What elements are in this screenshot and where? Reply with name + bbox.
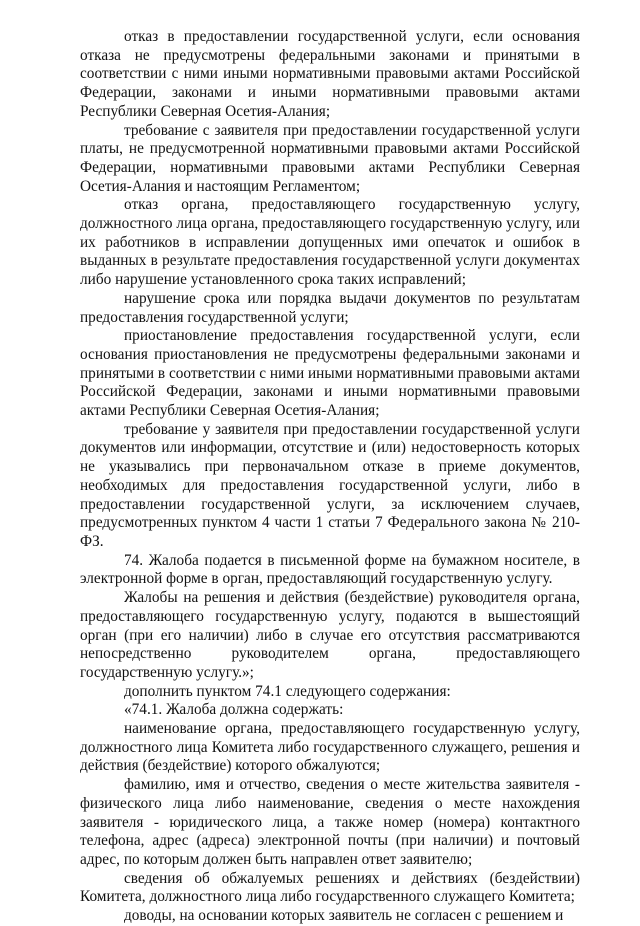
paragraph-7: 74. Жалоба подается в письменной форме на бумажном носителе, в электронной форме в орган, предоставляющий государственную услугу. (80, 551, 580, 588)
paragraph-4: нарушение срока или порядка выдачи документов по результатам предоставления государственной услуги; (80, 289, 580, 326)
paragraph-12: фамилию, имя и отчество, сведения о месте жительства заявителя - физического лица либо наименование, сведения о месте нахождения заявителя - юридического лица, а также номер (номера) контактного телефона, адрес (адреса) электронной почты (при наличии) и почтовый адрес, по которым должен быть направлен ответ заявителю; (80, 776, 580, 868)
paragraph-10: «74.1. Жалоба должна содержать: (124, 701, 344, 719)
paragraph-5: приостановление предоставления государственной услуги, если основания приостановления не предусмотрены федеральными законами и принятыми в соответствии с ними иными нормативными правовыми актами Российской Федерации, законами и иными нормативными правовыми актами Республики Северная Осетия-Алания; (80, 327, 580, 420)
paragraph-1: отказ в предоставлении государственной услуги, если основания отказа не предусмотрены федеральными законами и принятыми в соответствии с ними иными нормативными правовыми актами Российской Федерации, законами и иными нормативными правовыми актами Республики Северная Осетия-Алания; (80, 28, 580, 120)
paragraph-14: доводы, на основании которых заявитель не согласен с решением и (124, 907, 564, 925)
document-page (80, 28, 580, 926)
paragraph-9: дополнить пунктом 74.1 следующего содержания: (124, 682, 451, 700)
paragraph-2: требование с заявителя при предоставлении государственной услуги платы, не предусмотренной нормативными правовыми актами Российской Федерации, нормативными правовыми актами Республики Северная Осетия-Алания и настоящим Регламентом; (80, 121, 580, 195)
paragraph-11: наименование органа, предоставляющего государственную услугу, должностного лица Комитета либо государственного служащего, решения и действия (бездействие) которого обжалуются; (80, 720, 580, 775)
paragraph-3: отказ органа, предоставляющего государственную услугу, должностного лица органа, предоставляющего государственную услугу, или их работников в исправлении допущенных ими опечаток и ошибок в выданных в результате предоставления государственной услуги документах либо нарушение установленного срока таких исправлений; (80, 196, 580, 289)
paragraph-6: требование у заявителя при предоставлении государственной услуги документов или информации, отсутствие и (или) недостоверность которых не указывались при первоначальном отказе в приеме документов, необходимых для предоставления государственной услуги, либо в предоставлении государственной услуги, за исключением случаев, предусмотренных пунктом 4 части 1 статьи 7 Федерального закона № 210-ФЗ. (80, 420, 580, 550)
paragraph-13: сведения об обжалуемых решениях и действиях (бездействии) Комитета, должностного лица либо государственного служащего Комитета; (80, 869, 580, 906)
paragraph-8: Жалобы на решения и действия (бездействие) руководителя органа, предоставляющего государственную услугу, подаются в вышестоящий орган (при его наличии) либо в случае его отсутствия рассматриваются непосредственно руководителем органа, предоставляющего государственную услугу.»; (80, 589, 580, 681)
